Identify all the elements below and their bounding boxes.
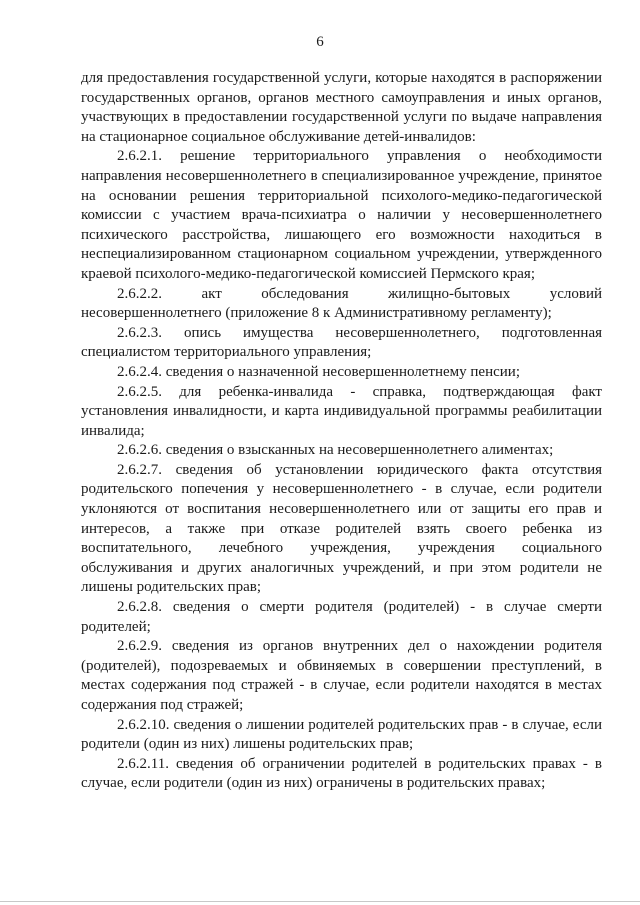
- paragraph-2-6-2-6: 2.6.2.6. сведения о взысканных на несовершеннолетнего алиментах;: [117, 442, 554, 459]
- paragraph-2-6-2-5: 2.6.2.5. для ребенка-инвалида - справка, подтверждающая факт установления инвалидности, и карта индивидуальной программы реабилитации инвалида;: [81, 383, 602, 439]
- paragraph-2-6-2-4: 2.6.2.4. сведения о назначенной несовершеннолетнему пенсии;: [117, 363, 520, 380]
- paragraph-2-6-2-8: 2.6.2.8. сведения о смерти родителя (родителей) - в случае смерти родителей;: [81, 599, 602, 635]
- paragraph-2-6-2-2: 2.6.2.2. акт обследования жилищно-бытовых условий несовершеннолетнего (приложение 8 к Административному регламенту);: [81, 285, 602, 322]
- paragraph-2-6-2-7: 2.6.2.7. сведения об установлении юридического факта отсутствия родительского попечения у несовершеннолетнего - в случае, если родители уклоняются от воспитания несовершеннолетнего или от защиты его прав и интересов, а также при отказе родителей взять своего ребенка из воспитательного, лечебного учреждения, учреждения социального обслуживания и других аналогичных учреждений, и при этом родители не лишены родительских прав;: [81, 461, 602, 596]
- paragraph-2-6-2-11: 2.6.2.11. сведения об ограничении родителей в родительских правах - в случае, если родители (один из них) ограничены в родительских правах;: [81, 755, 602, 792]
- document-body: [81, 69, 602, 794]
- paragraph-2-6-2-1: 2.6.2.1. решение территориального управления о необходимости направления несовершеннолетнего в специализированное учреждение, принятое на основании решения территориальной психолого-медико-педагогической комиссии с участием врача-психиатра о наличии у несовершеннолетнего психического расстройства, лишающего его возможности находиться в неспециализированном стационарном социальном учреждении, утвержденного краевой психолого-медико-педагогической комиссией Пермского края;: [81, 148, 602, 282]
- page-number: 6: [316, 34, 324, 50]
- paragraph-2-6-2-10: 2.6.2.10. сведения о лишении родителей родительских прав - в случае, если родители (один из них) лишены родительских прав;: [81, 716, 602, 753]
- paragraph-2-6-2-9: 2.6.2.9. сведения из органов внутренних дел о нахождении родителя (родителей), подозреваемых и обвиняемых в совершении преступлений, в местах содержания под стражей - в случае, если родители находятся в местах содержания под стражей;: [81, 638, 602, 713]
- paragraph-intro: для предоставления государственной услуги, которые находятся в распоряжении государственных органов, органов местного самоуправления и иных органов, участвующих в предоставлении государственной услуги по выдаче направления на стационарное социальное обслуживание детей-инвалидов:: [81, 70, 602, 145]
- paragraph-2-6-2-3: 2.6.2.3. опись имущества несовершеннолетнего, подготовленная специалистом территориального управления;: [81, 324, 602, 361]
- page-bottom-edge: [0, 901, 640, 902]
